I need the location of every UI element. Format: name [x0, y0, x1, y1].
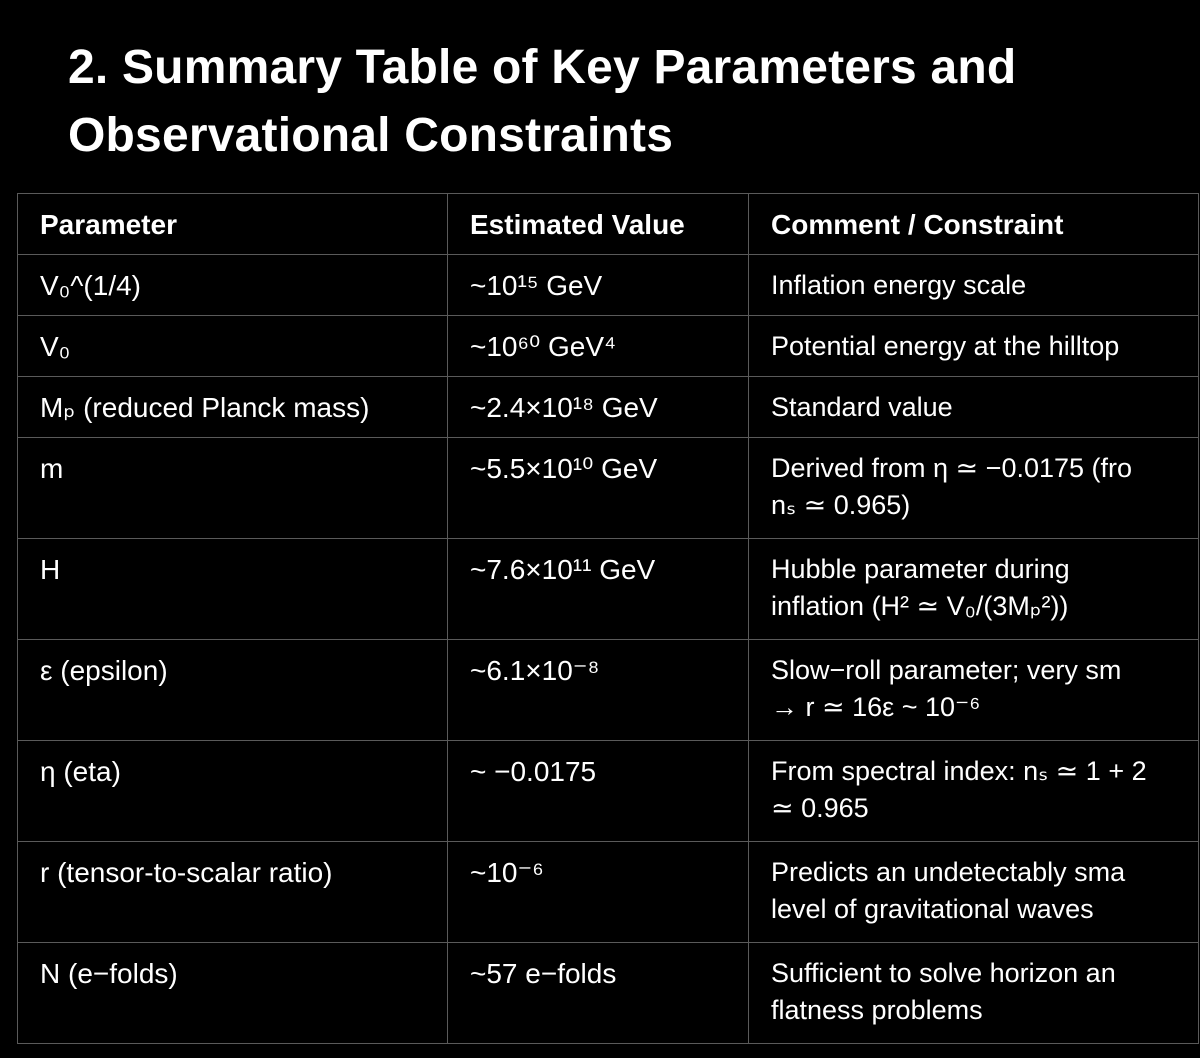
comment-cell	[749, 741, 1199, 842]
comment-line: Inflation energy scale	[771, 270, 1027, 300]
value-cell: ~10¹⁵ GeV	[448, 255, 749, 316]
table-row	[18, 255, 1199, 316]
comment-line: Slow−roll parameter; very sm	[771, 655, 1122, 685]
table-row	[18, 539, 1199, 640]
table-row	[18, 640, 1199, 741]
header-estimated-value: Estimated Value	[448, 194, 749, 255]
table-header-row	[18, 194, 1199, 255]
table-row	[18, 438, 1199, 539]
comment-cell	[749, 255, 1199, 316]
parameter-cell: ε (epsilon)	[18, 640, 448, 741]
comment-line: → r ≃ 16ε ~ 10⁻⁶	[771, 692, 981, 722]
comment-line: Potential energy at the hilltop	[771, 331, 1120, 361]
comment-cell	[749, 640, 1199, 741]
comment-cell	[749, 316, 1199, 377]
table-row	[18, 377, 1199, 438]
header-parameter: Parameter	[18, 194, 448, 255]
comment-line: Derived from η ≃ −0.0175 (fro	[771, 453, 1133, 483]
value-cell: ~7.6×10¹¹ GeV	[448, 539, 749, 640]
comment-line: From spectral index: nₛ ≃ 1 + 2	[771, 756, 1147, 786]
parameter-cell: V₀	[18, 316, 448, 377]
parameter-cell: H	[18, 539, 448, 640]
value-cell: ~5.5×10¹⁰ GeV	[448, 438, 749, 539]
comment-cell	[749, 943, 1199, 1044]
comment-cell	[749, 438, 1199, 539]
value-cell: ~57 e−folds	[448, 943, 749, 1044]
parameters-table	[17, 193, 1199, 1044]
comment-line: inflation (H² ≃ V₀/(3Mₚ²))	[771, 591, 1069, 621]
title-line-2: Observational Constraints	[68, 109, 674, 162]
parameter-cell: η (eta)	[18, 741, 448, 842]
value-cell: ~10⁶⁰ GeV⁴	[448, 316, 749, 377]
value-cell: ~10⁻⁶	[448, 842, 749, 943]
comment-line: level of gravitational waves	[771, 894, 1094, 924]
comment-line: Standard value	[771, 392, 953, 422]
parameter-cell: r (tensor-to-scalar ratio)	[18, 842, 448, 943]
value-cell: ~ −0.0175	[448, 741, 749, 842]
header-comment: Comment / Constraint	[749, 194, 1199, 255]
comment-cell	[749, 377, 1199, 438]
comment-line: flatness problems	[771, 995, 983, 1025]
table-row	[18, 842, 1199, 943]
title-line-1: 2. Summary Table of Key Parameters and	[68, 41, 1017, 94]
parameter-cell: Mₚ (reduced Planck mass)	[18, 377, 448, 438]
table-row	[18, 316, 1199, 377]
comment-line: nₛ ≃ 0.965)	[771, 490, 911, 520]
table-row	[18, 741, 1199, 842]
comment-line: Sufficient to solve horizon an	[771, 958, 1116, 988]
comment-line: Hubble parameter during	[771, 554, 1070, 584]
comment-line: Predicts an undetectably sma	[771, 857, 1126, 887]
value-cell: ~2.4×10¹⁸ GeV	[448, 377, 749, 438]
comment-cell	[749, 539, 1199, 640]
value-cell: ~6.1×10⁻⁸	[448, 640, 749, 741]
page-title	[68, 34, 1016, 170]
parameter-cell: N (e−folds)	[18, 943, 448, 1044]
comment-cell	[749, 842, 1199, 943]
comment-line: ≃ 0.965	[771, 793, 869, 823]
table-row	[18, 943, 1199, 1044]
parameter-cell: V₀^(1/4)	[18, 255, 448, 316]
parameter-cell: m	[18, 438, 448, 539]
